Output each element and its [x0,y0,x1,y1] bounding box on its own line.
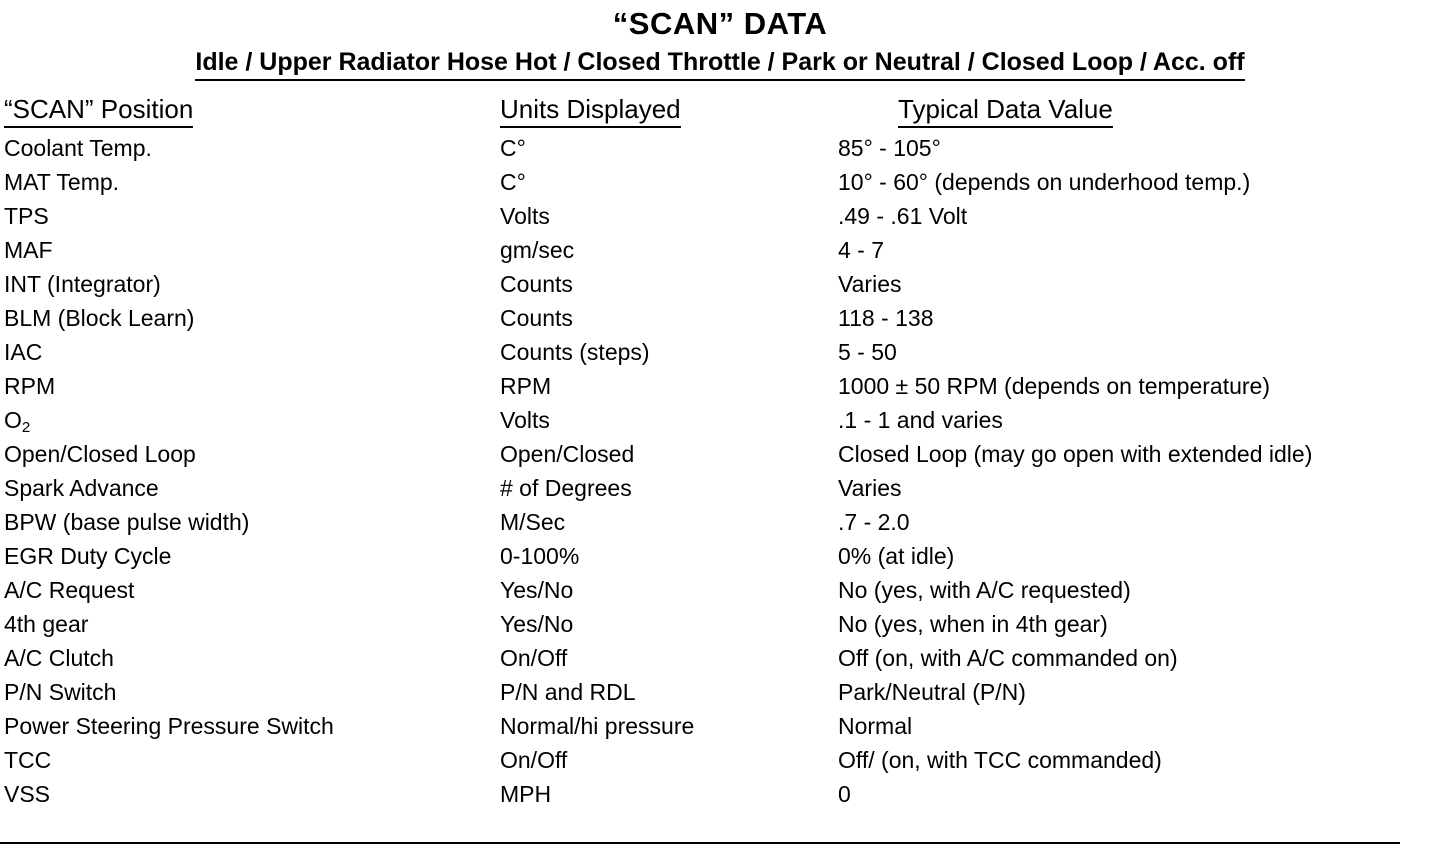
cell-typical-data-value: Park/Neutral (P/N) [838,679,1026,705]
cell-scan-position: MAT Temp. [4,169,120,195]
table-row [0,233,1440,267]
cell-typical-data-value: 1000 ± 50 RPM (depends on temperature) [838,373,1270,399]
cell-units-displayed: M/Sec [500,509,566,535]
column-header-value [838,89,1440,129]
table-row [0,539,1440,573]
table-row [0,165,1440,199]
cell-typical-data-value: Closed Loop (may go open with extended idle) [838,441,1313,467]
cell-scan-position: Open/Closed Loop [4,441,196,467]
cell-scan-position: RPM [4,373,56,399]
table-row [0,471,1440,505]
cell-typical-data-value: 85° - 105° [838,135,941,161]
cell-typical-data-value: .1 - 1 and varies [838,407,1003,433]
cell-typical-data-value: .7 - 2.0 [838,509,910,535]
cell-scan-position: TCC [4,747,52,773]
cell-units-displayed: # of Degrees [500,475,632,501]
cell-scan-position: 4th gear [4,611,89,637]
cell-units-displayed: gm/sec [500,237,575,263]
cell-scan-position: IAC [4,339,43,365]
cell-units-displayed: Counts [500,271,573,297]
table-row [0,607,1440,641]
cell-scan-position: A/C Request [4,577,135,603]
table-row [0,641,1440,675]
cell-typical-data-value: No (yes, with A/C requested) [838,577,1131,603]
cell-scan-position: $O_2$ [4,407,31,436]
cell-scan-position: MAF [4,237,53,263]
scan-data-table [0,89,1440,811]
cell-scan-position: BPW (base pulse width) [4,509,250,535]
cell-scan-position: A/C Clutch [4,645,114,671]
column-header-position-label: “SCAN” Position [4,93,193,128]
cell-scan-position: EGR Duty Cycle [4,543,172,569]
table-row [0,437,1440,471]
cell-typical-data-value: 10° - 60° (depends on underhood temp.) [838,169,1251,195]
cell-typical-data-value: Off (on, with A/C commanded on) [838,645,1178,671]
cell-typical-data-value: .49 - .61 Volt [838,203,968,229]
table-row [0,369,1440,403]
cell-units-displayed: Yes/No [500,577,574,603]
cell-units-displayed: On/Off [500,645,568,671]
column-header-units [500,89,838,129]
table-body [0,131,1440,811]
cell-typical-data-value: 0 [838,781,851,807]
document-page [0,6,1440,850]
cell-typical-data-value: 0% (at idle) [838,543,955,569]
cell-units-displayed: Yes/No [500,611,574,637]
cell-units-displayed: MPH [500,781,552,807]
cell-typical-data-value: Varies [838,475,902,501]
page-title: “SCAN” DATA [612,6,828,41]
column-header-units-label: Units Displayed [500,93,681,128]
cell-scan-position: BLM (Block Learn) [4,305,195,331]
cell-units-displayed: P/N and RDL [500,679,636,705]
cell-typical-data-value: Off/ (on, with TCC commanded) [838,747,1162,773]
column-header-position [0,89,500,129]
column-header-value-label: Typical Data Value [898,93,1113,128]
cell-units-displayed: Counts [500,305,573,331]
cell-typical-data-value: No (yes, when in 4th gear) [838,611,1108,637]
cell-units-displayed: Normal/hi pressure [500,713,695,739]
cell-units-displayed: Open/Closed [500,441,635,467]
cell-typical-data-value: 118 - 138 [838,305,934,331]
cell-scan-position: Power Steering Pressure Switch [4,713,334,739]
cell-scan-position: Spark Advance [4,475,159,501]
table-row [0,777,1440,811]
cell-typical-data-value: 5 - 50 [838,339,897,365]
cell-units-displayed: Volts [500,203,550,229]
page-subtitle [0,46,1440,81]
table-row [0,573,1440,607]
cell-units-displayed: C° [500,169,526,195]
cell-units-displayed: RPM [500,373,552,399]
table-row [0,267,1440,301]
table-row [0,335,1440,369]
subscript: 2 [21,419,31,436]
table-row [0,301,1440,335]
cell-units-displayed: 0-100% [500,543,580,569]
cell-typical-data-value: Normal [838,713,913,739]
table-row [0,709,1440,743]
cell-typical-data-value: 4 - 7 [838,237,885,263]
cell-typical-data-value: Varies [838,271,902,297]
table-row [0,131,1440,165]
cell-units-displayed: Counts (steps) [500,339,650,365]
table-header-row [0,89,1440,129]
cell-scan-position: P/N Switch [4,679,117,705]
cell-scan-position: TPS [4,203,49,229]
page-subtitle-text: Idle / Upper Radiator Hose Hot / Closed Throttle / Park or Neutral / Closed Loop / Acc. off [195,46,1244,81]
cell-scan-position: INT (Integrator) [4,271,161,297]
cell-scan-position: Coolant Temp. [4,135,152,161]
table-row [0,743,1440,777]
cell-scan-position: VSS [4,781,51,807]
table-row [0,199,1440,233]
table-row [0,505,1440,539]
table-row [0,675,1440,709]
table-row [0,403,1440,437]
cell-units-displayed: Volts [500,407,550,433]
cell-units-displayed: On/Off [500,747,568,773]
cell-units-displayed: C° [500,135,526,161]
